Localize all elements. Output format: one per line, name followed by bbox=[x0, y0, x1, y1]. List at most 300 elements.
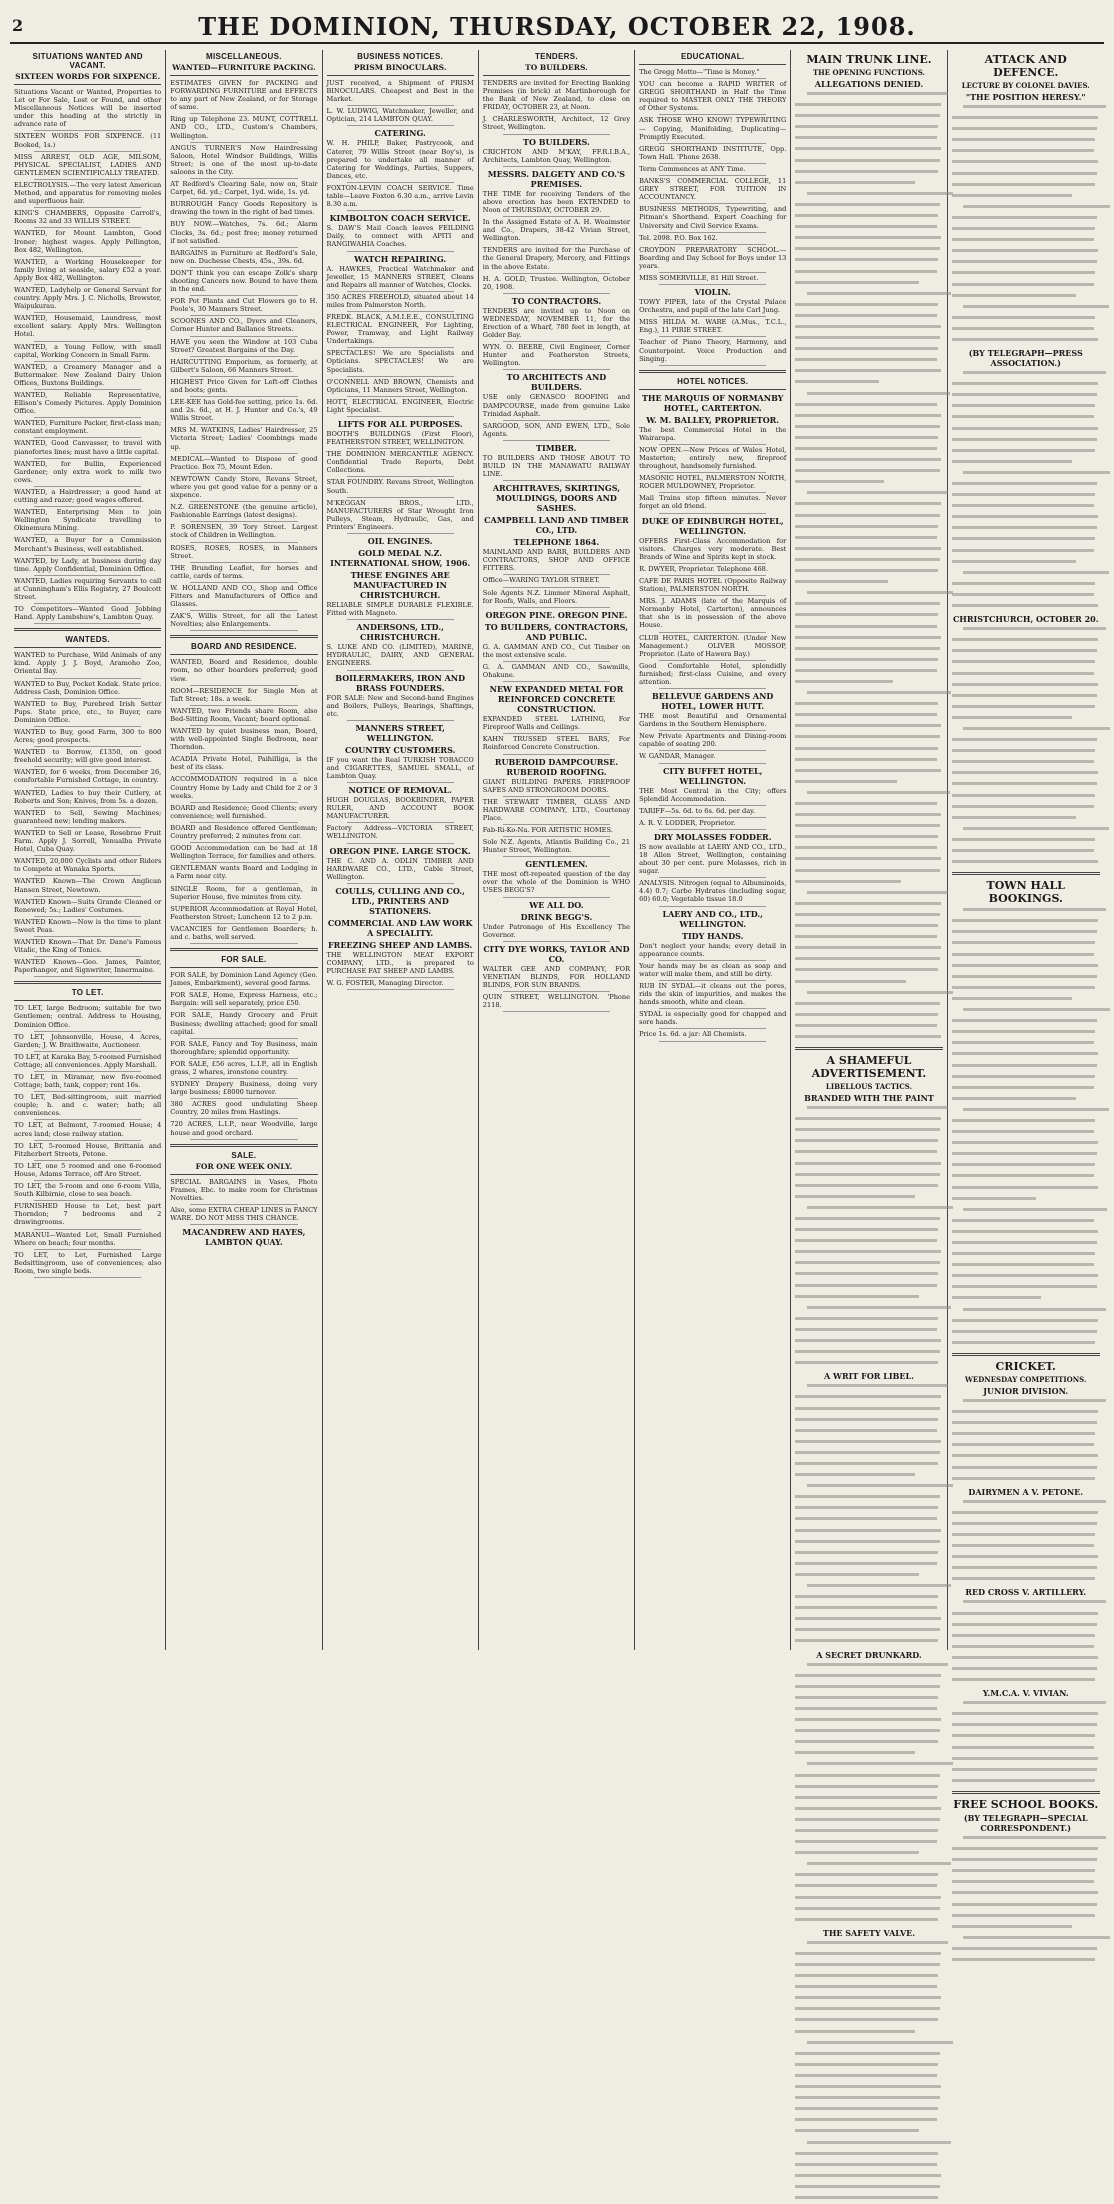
advertisement: WANTED, Ladies requiring Servants to call at Cunningham's Ellis Registry, 27 Boulcott Street. bbox=[14, 576, 162, 601]
body-text-line bbox=[952, 1410, 1100, 1418]
advertisement: ASK THOSE WHO KNOW! TYPEWRITING — Copying, Manifolding, Duplicating—Promptly Executed. bbox=[639, 116, 787, 141]
body-text-line bbox=[795, 1035, 942, 1043]
body-text-line bbox=[795, 1206, 942, 1214]
body-text-line bbox=[952, 415, 1100, 423]
body-text-line bbox=[795, 1751, 942, 1759]
section-title: TO LET. bbox=[71, 988, 104, 998]
body-text-line bbox=[952, 393, 1100, 401]
text-line-bar bbox=[795, 258, 938, 261]
text-line-bar bbox=[952, 515, 1099, 518]
text-line-bar bbox=[952, 138, 1096, 141]
text-line-bar bbox=[795, 647, 939, 650]
text-line-bar bbox=[807, 1663, 948, 1666]
body-text-line bbox=[952, 1891, 1100, 1899]
advertisement: MISS HILDA M. WARE (A.Mus., T.C.L., Eng.), 11 PIRIE STREET. bbox=[639, 318, 787, 335]
advertisement: COMMERCIAL AND LAW WORK A SPECIALITY. bbox=[327, 917, 473, 938]
body-text-line bbox=[795, 1407, 942, 1415]
body-text-line bbox=[795, 802, 942, 810]
body-text-line bbox=[795, 558, 942, 566]
body-text-line bbox=[795, 1429, 942, 1437]
ad-separator bbox=[347, 251, 454, 252]
body-text-line bbox=[795, 1807, 942, 1815]
body-text-line bbox=[795, 225, 942, 233]
body-text-line bbox=[952, 1152, 1100, 1160]
text-line-bar bbox=[795, 2063, 938, 2066]
advertisement: LEE-KEE has Gold-fee setting, price 1s. 6d. and 2s. 6d., at H. J. Hunter and Co.'s, 49 Willis Street. bbox=[170, 398, 318, 423]
section-divider bbox=[14, 628, 161, 631]
body-text-line bbox=[795, 1796, 942, 1804]
text-line-bar bbox=[795, 347, 938, 350]
text-line-bar bbox=[952, 1197, 1037, 1200]
text-line-bar bbox=[952, 1141, 1099, 1144]
advertisement: BANKS'S COMMERCIAL COLLEGE, 11 GREY STREET, FOR TUITION IN ACCOUNTANCY. bbox=[639, 177, 787, 202]
ad-separator bbox=[190, 336, 297, 337]
ad-separator bbox=[503, 824, 610, 825]
advertisement: THE C. AND A. ODLIN TIMBER AND HARDWARE CO., LTD., Cable Street, Wellington. bbox=[326, 856, 474, 881]
body-text-line bbox=[952, 249, 1100, 257]
ad-separator bbox=[34, 827, 141, 828]
advertisement: KAHN TRUSSED STEEL BARS, For Reinforced Concrete Construction. bbox=[482, 735, 631, 752]
body-text-line bbox=[952, 194, 1100, 202]
advertisement: TO LET, 5-roomed House, Brittania and Fitzherbert Streets, Petone. bbox=[14, 1141, 162, 1158]
body-text-line bbox=[795, 2152, 942, 2160]
body-text-line bbox=[795, 791, 942, 799]
body-text-line bbox=[795, 758, 942, 766]
section-title: TENDERS. bbox=[535, 52, 578, 61]
body-text-line bbox=[795, 1952, 942, 1960]
advertisement: TO LET, Johnsonville, House, 4 Acres, Garden; J. W. Braithwaite, Auctioneer. bbox=[14, 1032, 162, 1049]
body-text-line bbox=[795, 325, 942, 333]
text-line-bar bbox=[952, 1544, 1094, 1547]
advertisement: H. A. GOLD, Trustee. Wellington, October 20, 1908. bbox=[482, 274, 631, 291]
text-line-bar bbox=[952, 1285, 1097, 1288]
text-line-bar bbox=[952, 449, 1096, 452]
ad-separator bbox=[347, 291, 454, 292]
advertisement: New Private Apartments and Dining-room capable of seating 200. bbox=[639, 732, 787, 749]
text-line-bar bbox=[795, 1339, 941, 1342]
section-title: FOR SALE. bbox=[221, 955, 267, 965]
body-text-line bbox=[795, 1150, 942, 1158]
text-line-bar bbox=[952, 1341, 1096, 1344]
body-text-line bbox=[795, 491, 942, 499]
text-line-bar bbox=[795, 1985, 936, 1988]
section-divider bbox=[639, 370, 786, 373]
advertisement: THE Brunding Leaflet, for horses and cattle, cards of terms. bbox=[170, 563, 318, 580]
text-line-bar bbox=[952, 1612, 1099, 1615]
text-line-bar bbox=[952, 1511, 1099, 1514]
body-text-line bbox=[795, 2196, 942, 2204]
text-line-bar bbox=[795, 1974, 938, 1977]
advertisement: GOOD Accommodation can be had at 18 Wellington Terrace, for families and others. bbox=[170, 844, 318, 861]
body-text-line bbox=[952, 1252, 1100, 1260]
body-text-line bbox=[952, 1399, 1100, 1407]
body-text-line bbox=[795, 1762, 942, 1770]
body-text-line bbox=[795, 303, 942, 311]
text-line-bar bbox=[795, 1595, 938, 1598]
body-text-line bbox=[795, 1261, 942, 1269]
text-line-bar bbox=[795, 1529, 941, 1532]
text-line-bar bbox=[807, 392, 950, 395]
text-line-bar bbox=[952, 537, 1096, 540]
advertisement: 350 ACRES FREEHOLD, situated about 14 miles from Palmerston North. bbox=[326, 292, 474, 309]
ad-separator bbox=[503, 166, 610, 167]
body-text-line bbox=[795, 1173, 942, 1181]
advertisement: SPECIAL BARGAINS in Vases, Photo Frames, Ebc. to make room for Christmas Novelties. bbox=[170, 1177, 318, 1202]
rule bbox=[170, 75, 317, 76]
text-line-bar bbox=[795, 1239, 936, 1242]
body-text-line bbox=[795, 203, 942, 211]
ad-separator bbox=[503, 991, 610, 992]
body-text-line bbox=[952, 1097, 1100, 1105]
body-text-line bbox=[952, 504, 1100, 512]
text-line-bar bbox=[952, 1274, 1099, 1277]
advertisement: SUPERIOR Accommodation at Royal Hotel, Featherston Street; Luncheon 12 to 2 p.m. bbox=[170, 904, 318, 921]
body-text-line bbox=[795, 2074, 942, 2082]
text-line-bar bbox=[952, 493, 1096, 496]
text-line-bar bbox=[952, 1914, 1096, 1917]
body-text-line bbox=[795, 1696, 942, 1704]
body-text-line bbox=[795, 136, 942, 144]
advertisement: FOR SALE, £56 acres, L.I.P., all in English grass, 2 whares, ironstone country. bbox=[170, 1059, 318, 1076]
text-line-bar bbox=[795, 1440, 941, 1443]
ad-separator bbox=[659, 763, 766, 764]
advertisement: Also, some EXTRA CHEAP LINES in FANCY WARE. DO NOT MISS THIS CHANCE. bbox=[170, 1205, 318, 1223]
advertisement: MESSRS. DALGETY AND CO.'S PREMISES. bbox=[487, 168, 626, 189]
advertisement: JUST received, a Shipment of PRISM BINOCULARS. Cheapest and Best in the Market. bbox=[326, 79, 474, 104]
text-line-bar bbox=[952, 1086, 1094, 1089]
advertisement: TO LET, to Let, Furnished Large Bedsittingroom, use of conveniences; also Room, two single beds. bbox=[14, 1250, 162, 1275]
ad-separator bbox=[190, 773, 297, 774]
ad-separator bbox=[659, 513, 766, 514]
text-line-bar bbox=[795, 1696, 938, 1699]
advertisement: SYDAL is especially good for chapped and sore hands. bbox=[639, 1010, 787, 1027]
text-line-bar bbox=[952, 216, 1097, 219]
text-line-bar bbox=[952, 849, 1094, 852]
body-text-line bbox=[795, 1740, 942, 1748]
text-line-bar bbox=[795, 447, 936, 450]
body-text-line bbox=[795, 314, 942, 322]
text-line-bar bbox=[952, 549, 1094, 552]
body-text-line bbox=[795, 735, 942, 743]
section-divider bbox=[952, 1353, 1100, 1356]
rule bbox=[639, 64, 786, 65]
advertisement: WANTED, for Mount Lambton, Good Ironer; highest wages. Apply Pellington, Box 482, Wellington. bbox=[14, 229, 162, 254]
body-text-line bbox=[952, 1008, 1100, 1016]
advertisement: WANTED Known—Geo. James, Painter, Paperhanger, and Signwriter, Innermaine. bbox=[14, 958, 162, 975]
body-text-line bbox=[952, 305, 1100, 313]
advertisement: WE ALL DO. bbox=[529, 899, 584, 910]
advertisement: YOU can become a RAPID WRITER of GREGG SHORTHAND in Half the Time required to MASTER ONLY THE THEORY of Other Systems. bbox=[639, 80, 787, 113]
advertisement: 720 ACRES, L.I.P., near Woodville, large house and good orchard. bbox=[170, 1120, 318, 1137]
text-line-bar bbox=[952, 1443, 1094, 1446]
body-text-line bbox=[795, 702, 942, 710]
advertisement: THE most Beautiful and Ornamental Gardens in the Southern Hemisphere. bbox=[639, 712, 787, 729]
body-text-line bbox=[795, 1896, 942, 1904]
advertisement: NEW EXPANDED METAL FOR REINFORCED CONCRETE CONSTRUCTION. bbox=[489, 684, 624, 715]
body-text-line bbox=[795, 2018, 942, 2026]
ad-separator bbox=[347, 619, 454, 620]
advertisement: Don't neglect your hands; every detail in appearance counts. bbox=[639, 941, 787, 958]
text-line-bar bbox=[795, 880, 901, 883]
ad-separator bbox=[503, 856, 610, 857]
column-7 bbox=[948, 50, 1104, 1833]
body-text-line bbox=[795, 1584, 942, 1592]
advertisement: COUNTRY CUSTOMERS. bbox=[344, 744, 456, 755]
ad-separator bbox=[659, 284, 766, 285]
body-text-line bbox=[795, 636, 942, 644]
text-line-bar bbox=[952, 1712, 1099, 1715]
advertisement: ELECTROLYSIS.—The very latest American Method, and apparatus for removing moles and superfluous hair. bbox=[14, 180, 162, 206]
body-text-line bbox=[795, 1685, 942, 1693]
advertisement: TO BUILDERS AND THOSE ABOUT TO BUILD IN THE MANAWATU RAILWAY LINE. bbox=[482, 453, 631, 479]
text-line-bar bbox=[963, 627, 1105, 630]
advertisement: THE TIME for receiving Tenders of the above erection has been EXTENDED to Noon of THURSDAY, OCTOBER 29. bbox=[482, 189, 631, 214]
body-text-line bbox=[795, 1562, 942, 1570]
text-line-bar bbox=[795, 1840, 936, 1843]
body-text-line bbox=[952, 649, 1100, 657]
advertisement: ANALYSIS. Nitrogen (equal to Albuminoids, 4.4) 0.7; Carbo Hydrates (including sugar, 60) 60.0; Vegetable tissue 18.0 bbox=[639, 879, 787, 904]
body-text-line bbox=[952, 1432, 1100, 1440]
text-line-bar bbox=[795, 1718, 941, 1721]
body-text-line bbox=[952, 160, 1100, 168]
advertisement: TOWY PIPER, late of the Crystal Palace Orchestra, and pupil of the late Carl Jung. bbox=[639, 298, 787, 315]
ad-separator bbox=[659, 750, 766, 751]
body-text-line bbox=[795, 1361, 942, 1369]
ad-separator bbox=[190, 542, 297, 543]
advertisement: FOR SALE: New and Second-hand Engines and Boilers, Pulleys, Bearings, Shaftings, etc. bbox=[326, 693, 474, 718]
body-text-line bbox=[795, 247, 942, 255]
text-line-bar bbox=[952, 672, 1094, 675]
text-line-bar bbox=[952, 593, 1094, 596]
section-title: SALE. bbox=[231, 1150, 257, 1160]
text-line-bar bbox=[952, 1186, 1099, 1189]
text-line-bar bbox=[952, 582, 1096, 585]
body-text-line bbox=[952, 849, 1100, 857]
text-line-bar bbox=[795, 1896, 941, 1899]
body-text-line bbox=[795, 469, 942, 477]
body-text-line bbox=[795, 2107, 942, 2115]
advertisement: THE Most Central in the City; offers Splendid Accommodation. bbox=[639, 786, 787, 803]
advertisement: ANGUS TURNER'S New Hairdressing Saloon, Hotel Windsor Buildings, Willis Street; is one of the most up-to-date saloons in the City. bbox=[170, 143, 318, 176]
section-title: SITUATIONS WANTED AND VACANT. bbox=[32, 52, 143, 70]
body-text-line bbox=[795, 846, 942, 854]
text-line-bar bbox=[952, 172, 1097, 175]
text-line-bar bbox=[795, 170, 938, 173]
body-text-line bbox=[952, 1712, 1100, 1720]
body-text-line bbox=[795, 857, 942, 865]
section-divider bbox=[170, 948, 317, 951]
ad-separator bbox=[503, 607, 610, 608]
advertisement: In the Assigned Estate of A. H. Weaimster and Co., Drapers, 38-42 Vivian Street, Wellington. bbox=[482, 218, 631, 243]
text-line-bar bbox=[963, 105, 1105, 108]
body-text-line bbox=[795, 1128, 942, 1136]
section-divider bbox=[952, 872, 1100, 875]
advertisement: WANTED, Furniture Packer, first-class man; constant employment. bbox=[14, 419, 162, 436]
advertisement: CATERING. bbox=[374, 128, 426, 139]
text-line-bar bbox=[795, 935, 936, 938]
text-line-bar bbox=[795, 602, 939, 605]
body-text-line bbox=[952, 604, 1100, 612]
body-text-line bbox=[795, 747, 942, 755]
ad-separator bbox=[190, 1009, 297, 1010]
ad-separator bbox=[34, 726, 141, 727]
body-text-line bbox=[795, 270, 942, 278]
article-subhead: (BY TELEGRAPH—PRESS ASSOCIATION.) bbox=[968, 348, 1083, 369]
body-text-line bbox=[795, 1551, 942, 1559]
advertisement: NOW OPEN.—New Prices of Wales Hotel, Masterton; entirely new, fireproof throughout, handsomely furnished. bbox=[639, 445, 787, 471]
text-line-bar bbox=[795, 758, 936, 761]
ad-separator bbox=[347, 347, 454, 348]
text-line-bar bbox=[795, 414, 941, 417]
ad-separator bbox=[503, 897, 610, 898]
text-line-bar bbox=[795, 514, 939, 517]
text-line-bar bbox=[963, 571, 1108, 574]
text-line-bar bbox=[795, 2118, 936, 2121]
body-text-line bbox=[795, 2141, 942, 2149]
body-text-line bbox=[952, 149, 1100, 157]
newspaper-title: THE DOMINION, THURSDAY, OCTOBER 22, 1908. bbox=[198, 12, 916, 41]
text-line-bar bbox=[795, 946, 941, 949]
advertisement: IS now available at LAERY AND CO., LTD., 18 Allen Street, Wellington, containing about 30 per cent. pure Molasses, rich in sugar. bbox=[639, 842, 787, 876]
advertisement: SINGLE Room, for a gentleman, in Superior House, five minutes from city. bbox=[170, 884, 318, 901]
ad-separator bbox=[34, 603, 141, 604]
ad-separator bbox=[347, 782, 454, 783]
body-text-line bbox=[795, 1339, 942, 1347]
body-text-line bbox=[952, 560, 1100, 568]
body-text-line bbox=[952, 1296, 1100, 1304]
ad-separator bbox=[34, 227, 141, 228]
body-text-line bbox=[795, 968, 942, 976]
ad-separator bbox=[34, 361, 141, 362]
advertisement: CITY BUFFET HOTEL, WELLINGTON. bbox=[662, 765, 763, 786]
body-text-line bbox=[952, 1746, 1100, 1754]
advertisement: HOTT, ELECTRICAL ENGINEER, Electric Light Specialist. bbox=[326, 397, 474, 414]
ad-separator bbox=[34, 787, 141, 788]
text-line-bar bbox=[795, 1785, 938, 1788]
body-text-line bbox=[795, 1395, 942, 1403]
ad-separator bbox=[347, 883, 454, 884]
advertisement: TO CONTRACTORS. bbox=[511, 295, 602, 306]
ad-separator bbox=[347, 476, 454, 477]
text-line-bar bbox=[795, 403, 936, 406]
ad-separator bbox=[34, 417, 141, 418]
text-line-bar bbox=[795, 1361, 938, 1364]
text-line-bar bbox=[963, 1208, 1107, 1211]
advertisement: ESTIMATES GIVEN for PACKING and FORWARDING FURNITURE and EFFECTS to any part of New Zealand, or for Storage of same. bbox=[170, 79, 318, 112]
text-line-bar bbox=[795, 159, 939, 162]
ad-separator bbox=[34, 1140, 141, 1141]
ad-separator bbox=[34, 207, 141, 208]
text-line-bar bbox=[952, 975, 1097, 978]
text-line-bar bbox=[795, 1150, 936, 1153]
text-line-bar bbox=[952, 504, 1094, 507]
body-text-line bbox=[952, 1958, 1100, 1966]
body-text-line bbox=[952, 1500, 1100, 1508]
advertisement: FREDK. BLACK, A.M.I.E.E., CONSULTING ELECTRICAL ENGINEER, For Lighting, Power, Tramway, and Light Railway Undertakings. bbox=[326, 312, 474, 346]
ad-separator bbox=[503, 216, 610, 217]
text-line-bar bbox=[795, 1606, 936, 1609]
advertisement: Under Patronage of His Excellency The Governor. bbox=[482, 922, 631, 939]
body-text-line bbox=[795, 525, 942, 533]
body-text-line bbox=[952, 1779, 1100, 1787]
ad-separator bbox=[190, 842, 297, 843]
ad-separator bbox=[190, 1038, 297, 1039]
text-line-bar bbox=[795, 869, 939, 872]
ad-separator bbox=[503, 113, 610, 114]
text-line-bar bbox=[807, 1941, 948, 1944]
rule bbox=[170, 654, 317, 655]
advertisement: THE DOMINION MERCANTILE AGENCY. Confidential Trade Reports, Debt Collections. bbox=[326, 450, 474, 475]
text-line-bar bbox=[963, 1600, 1105, 1603]
text-line-bar bbox=[795, 1139, 938, 1142]
advertisement: WANTED, Ladyhelp or General Servant for country. Apply Mrs. J. C. Nicholls, Brewster, Waipukurau. bbox=[14, 285, 162, 311]
body-text-line bbox=[795, 591, 942, 599]
text-line-bar bbox=[952, 1052, 1099, 1055]
text-line-bar bbox=[795, 2129, 919, 2132]
ad-separator bbox=[347, 125, 454, 126]
body-text-line bbox=[952, 127, 1100, 135]
body-text-line bbox=[952, 404, 1100, 412]
text-line-bar bbox=[963, 727, 1110, 730]
text-line-bar bbox=[952, 694, 1097, 697]
text-line-bar bbox=[952, 930, 1097, 933]
body-text-line bbox=[952, 1141, 1100, 1149]
body-text-line bbox=[952, 1645, 1100, 1653]
text-line-bar bbox=[795, 813, 941, 816]
body-text-line bbox=[795, 1829, 942, 1837]
text-line-bar bbox=[795, 1884, 936, 1887]
text-line-bar bbox=[952, 782, 1097, 785]
body-text-line bbox=[795, 281, 942, 289]
body-text-line bbox=[952, 1947, 1100, 1955]
text-line-bar bbox=[952, 1163, 1096, 1166]
text-line-bar bbox=[795, 980, 905, 983]
text-line-bar bbox=[795, 1517, 936, 1520]
advertisement: WATCH REPAIRING. bbox=[354, 253, 447, 264]
body-text-line bbox=[952, 760, 1100, 768]
text-line-bar bbox=[795, 613, 938, 616]
text-line-bar bbox=[807, 1762, 953, 1765]
body-text-line bbox=[952, 1734, 1100, 1742]
text-line-bar bbox=[952, 816, 1077, 819]
text-line-bar bbox=[952, 1634, 1096, 1637]
body-text-line bbox=[952, 1701, 1100, 1709]
ad-separator bbox=[34, 875, 141, 876]
body-text-line bbox=[795, 669, 942, 677]
body-text-line bbox=[795, 1284, 942, 1292]
body-text-line bbox=[795, 1907, 942, 1915]
body-text-line bbox=[952, 660, 1100, 668]
advertisement: WANTED, by Lady, at business during day time. Apply Confidential, Dominion Office. bbox=[14, 556, 162, 573]
advertisement: FOXTON-LEVIN COACH SERVICE. Time table—Leave Foxton 6.30 a.m., arrive Levin 8.30 a.m. bbox=[326, 183, 474, 209]
text-line-bar bbox=[952, 1330, 1097, 1333]
ad-separator bbox=[34, 151, 141, 152]
text-line-bar bbox=[795, 247, 939, 250]
text-line-bar bbox=[795, 1013, 938, 1016]
text-line-bar bbox=[952, 1880, 1094, 1883]
advertisement: LIFTS FOR ALL PURPOSES. bbox=[337, 419, 463, 429]
body-text-line bbox=[952, 205, 1100, 213]
body-text-line bbox=[795, 103, 942, 111]
text-line-bar bbox=[795, 1261, 939, 1264]
ad-separator bbox=[190, 218, 297, 219]
body-text-line bbox=[795, 1974, 942, 1982]
advertisement: SCOONES AND CO., Dyers and Cleaners, Corner Hunter and Ballance Streets. bbox=[170, 317, 318, 334]
body-text-line bbox=[952, 1903, 1100, 1911]
advertisement: MARANUI—Wanted Let, Small Furnished Where on beach; four months. bbox=[14, 1230, 162, 1247]
ad-separator bbox=[659, 1008, 766, 1009]
ad-separator bbox=[347, 533, 454, 534]
